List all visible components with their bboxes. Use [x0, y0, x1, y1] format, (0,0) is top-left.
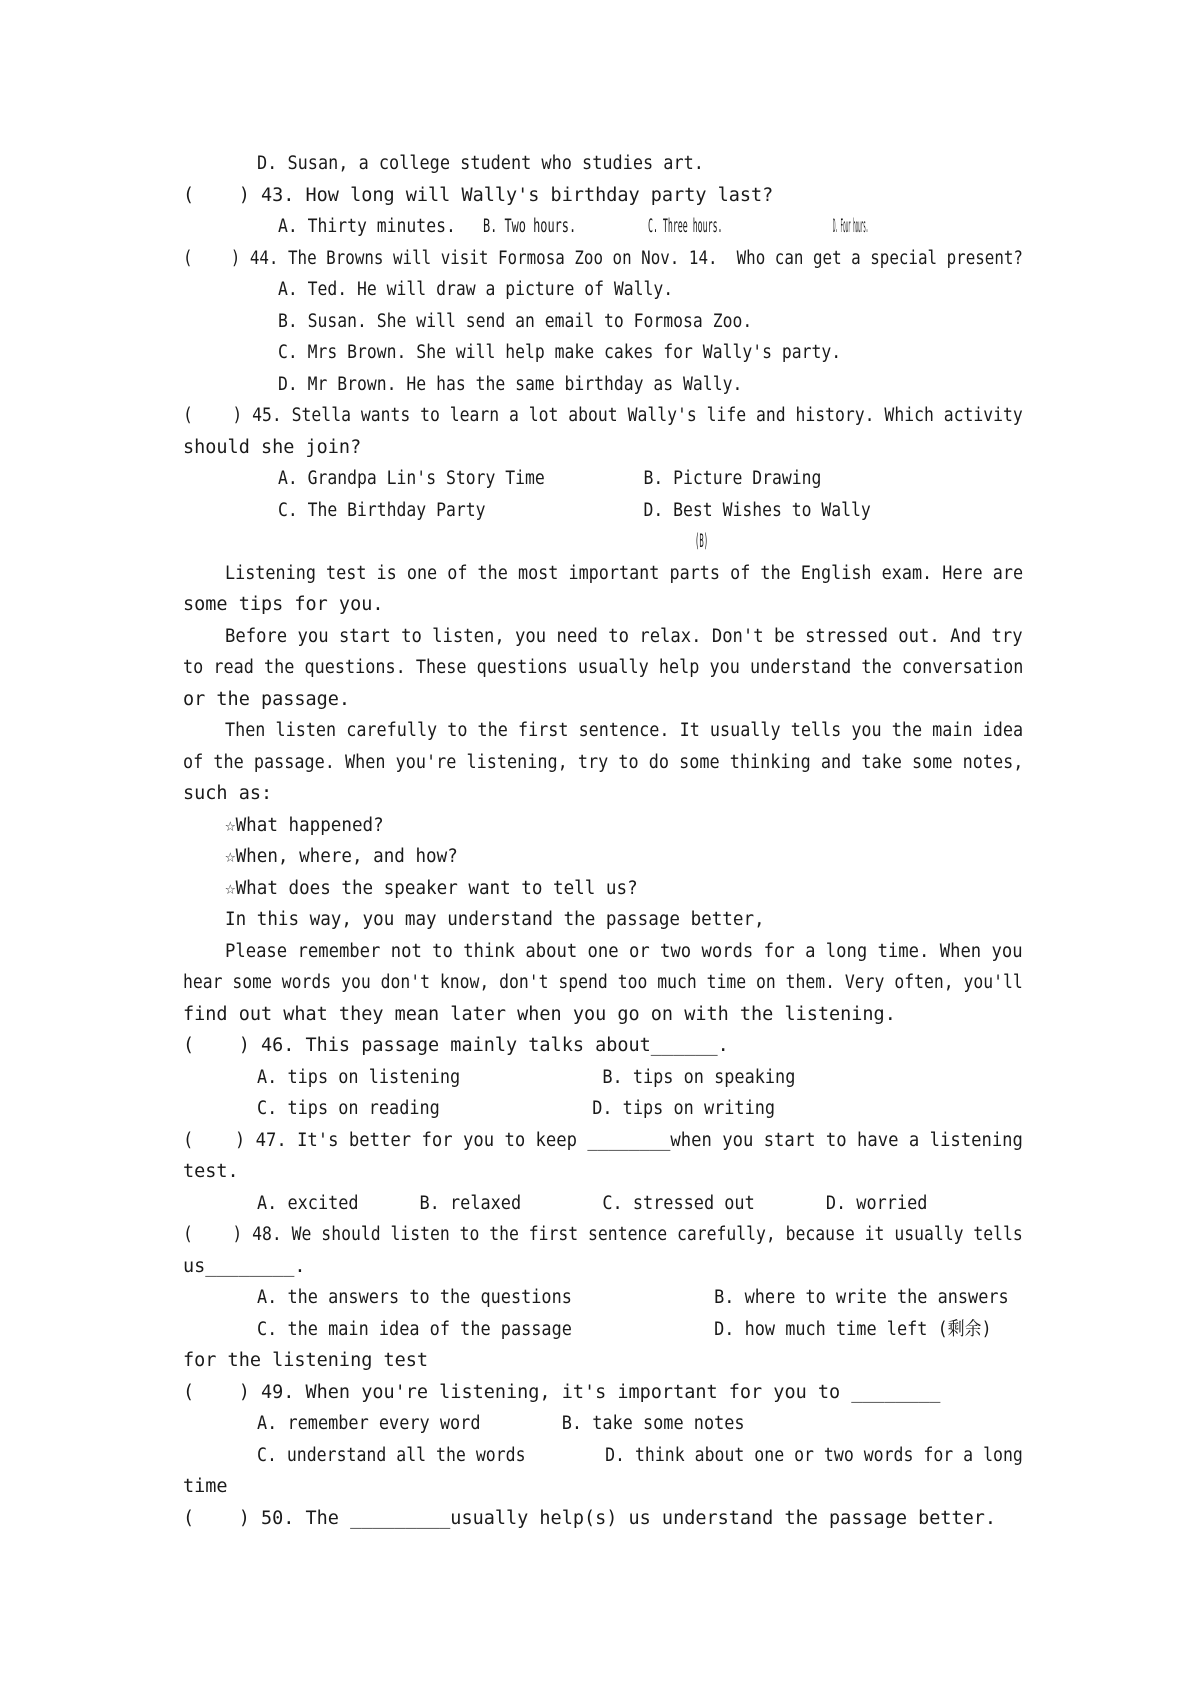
text-line: Before you start to listen, you need to relax. Don't be stressed out. And try [225, 625, 1023, 647]
text-line: D. Mr Brown. He has the same birthday as Wally. [278, 373, 743, 395]
text-line: or the passage. [183, 688, 351, 710]
text-line: D. Susan, a college student who studies art. [257, 153, 704, 174]
text-line: B. Susan. She will send an email to Formosa Zoo. [278, 310, 753, 332]
text-line: ( ) 48. We should listen to the first sentence carefully, because it usually tells [183, 1224, 1023, 1245]
text-line: Listening test is one of the most important parts of the English exam. Here are [225, 562, 1024, 584]
text-line: for the listening test [183, 1350, 429, 1371]
text-line: C. understand all the words D. think about one or two words for a long [257, 1444, 1023, 1466]
text-line: A. excited B. relaxed C. stressed out D. worried [257, 1192, 928, 1214]
text-line: test. [183, 1161, 239, 1182]
option-text: C. Three hours. [648, 216, 723, 237]
text-line: (B) [695, 531, 709, 552]
text-line: C. Mrs Brown. She will help make cakes for Wally's party. [278, 342, 842, 363]
text-line: ☆What does the speaker want to tell us? [225, 877, 638, 899]
option-text: A. Thirty minutes. [278, 216, 456, 237]
text-line: Then listen carefully to the first sentence. It usually tells you the main idea [225, 720, 1024, 741]
text-line: ( ) 46. This passage mainly talks about______. [183, 1035, 729, 1056]
text-line: ( ) 50. The _________usually help(s) us understand the passage better. [183, 1507, 997, 1529]
text-line: time [183, 1476, 228, 1497]
text-line: C. tips on reading D. tips on writing [257, 1098, 776, 1119]
text-line: C. The Birthday Party D. Best Wishes to Wally [278, 499, 871, 521]
text-line: ( ) 47. It's better for you to keep ________when you start to have a listening [183, 1129, 1023, 1151]
text-line: C. the main idea of the passage D. how much time left (剩余) [257, 1318, 992, 1340]
text-line: ☆What happened? [225, 814, 384, 836]
text-line: A. Ted. He will draw a picture of Wally. [278, 279, 674, 300]
text-line: ( ) 49. When you're listening, it's important for you to ________ [183, 1381, 941, 1403]
text-line: some tips for you. [183, 594, 384, 615]
text-line: Please remember not to think about one or two words for a long time. When you [225, 940, 1023, 962]
text-line: ☆When, where, and how? [225, 846, 458, 867]
text-line: ( ) 45. Stella wants to learn a lot about Wally's life and history. Which activity [183, 405, 1023, 426]
text-line: ( ) 43. How long will Wally's birthday party last? [183, 184, 774, 206]
text-line: A. Grandpa Lin's Story Time B. Picture Drawing [278, 468, 822, 489]
text-line: In this way, you may understand the passage better, [225, 909, 765, 930]
text-line: of the passage. When you're listening, try to do some thinking and take some notes, [183, 751, 1024, 773]
text-line: us________. [183, 1255, 306, 1277]
text-line: A. the answers to the questions B. where to write the answers [257, 1287, 1009, 1308]
option-text: B. Two hours. [483, 216, 577, 237]
text-line: hear some words you don't know, don't spend too much time on them. Very often, you'll [183, 972, 1023, 993]
text-line: ( ) 44. The Browns will visit Formosa Zoo on Nov. 14. Who can get a special present? [183, 247, 1023, 269]
text-line: find out what they mean later when you go on with the listening. [183, 1003, 896, 1025]
text-line: A. tips on listening B. tips on speaking [257, 1066, 796, 1088]
text-line: should she join? [183, 436, 362, 458]
text-line: such as: [183, 783, 273, 804]
option-text: D. Four hours. [833, 216, 869, 237]
text-line: A. remember every word B. take some notes [257, 1413, 745, 1434]
text-line: to read the questions. These questions usually help you understand the conversation [183, 657, 1024, 678]
